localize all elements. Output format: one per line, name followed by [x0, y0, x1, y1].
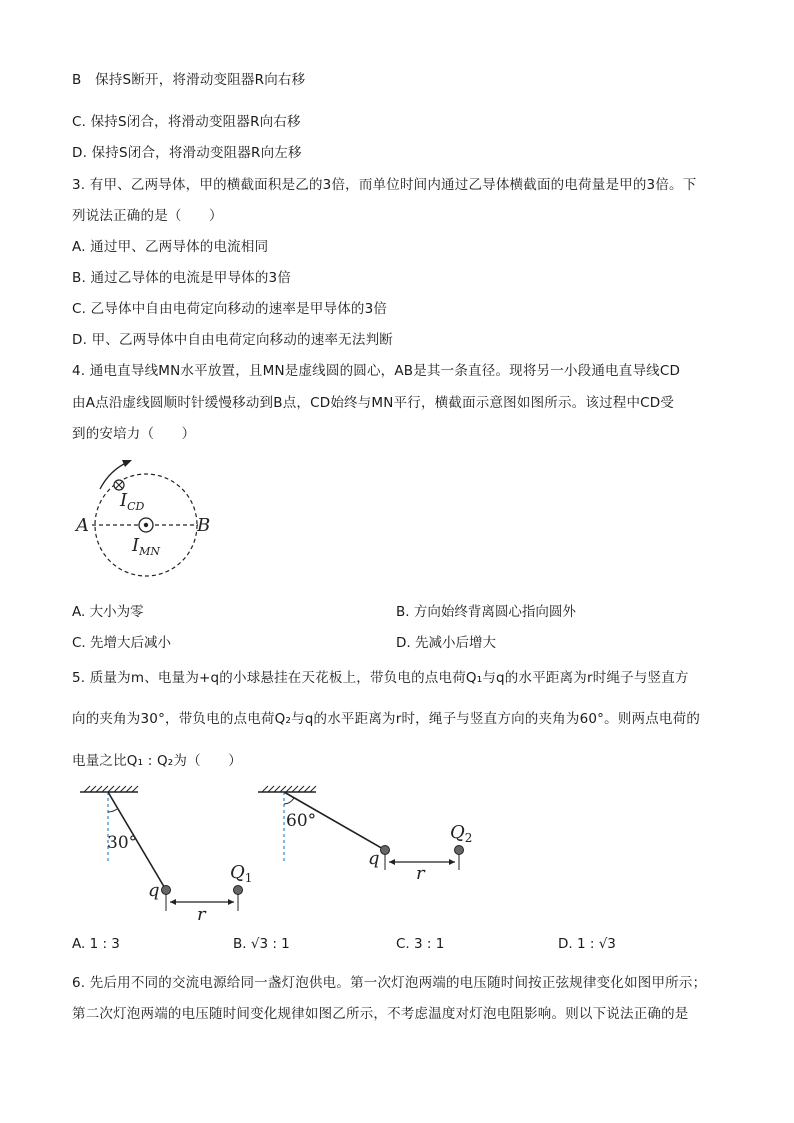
charge-q-ball-left [162, 886, 171, 895]
q5-option-b: B. √3 : 1 [233, 936, 290, 952]
label-q1: $Q_1$ [230, 862, 253, 885]
charge-q2-ball [455, 846, 464, 855]
label-q-right: q [368, 848, 380, 869]
q3-stem-line2: 列说法正确的是（ ） [72, 208, 223, 224]
q4-figure [70, 452, 220, 587]
wire-cd-into-page-icon [114, 480, 124, 490]
q2-option-b: B 保持S断开，将滑动变阻器R向右移 [72, 72, 306, 88]
angle-60-label: 60° [286, 811, 317, 831]
q4-option-c: C. 先增大后减小 [72, 635, 172, 651]
q3-option-b: B. 通过乙导体的电流是甲导体的3倍 [72, 270, 292, 286]
q5-option-c: C. 3 : 1 [396, 936, 445, 952]
arrow-head-icon [449, 859, 455, 865]
q5-option-d: D. 1 : √3 [558, 936, 616, 952]
q6-stem-line1: 6. 先后用不同的交流电源给同一盏灯泡供电。第一次灯泡两端的电压随时间按正弦规律变化如图甲所示； [72, 975, 707, 991]
arrow-head-icon [228, 899, 234, 905]
label-q2: $Q_2$ [450, 822, 473, 845]
q3-option-c: C. 乙导体中自由电荷定向移动的速率是甲导体的3倍 [72, 301, 388, 317]
label-imn: $I_{MN}$ [132, 535, 161, 558]
label-r-right: r [416, 863, 425, 884]
q3-option-d: D. 甲、乙两导体中自由电荷定向移动的速率无法判断 [72, 332, 393, 348]
q5-stem-line3: 电量之比Q₁ : Q₂为（ ） [72, 753, 242, 769]
label-a: A [76, 515, 89, 536]
label-b: B [197, 515, 211, 536]
label-q-left: q [148, 880, 160, 901]
q4-stem-line2: 由A点沿虚线圆顺时针缓慢移动到B点，CD始终与MN平行，横截面示意图如图所示。该过程中CD受 [72, 395, 675, 411]
q3-stem-line1: 3. 有甲、乙两导体，甲的横截面积是乙的3倍，而单位时间内通过乙导体横截面的电荷量是甲的3倍。下 [72, 177, 697, 193]
label-r-left: r [197, 904, 206, 923]
angle-30-label: 30° [107, 833, 138, 853]
q5-stem-line2: 向的夹角为30°，带负电的点电荷Q₂与q的水平距离为r时，绳子与竖直方向的夹角为60°。则两点电荷的 [72, 711, 701, 727]
charge-q-ball-right [381, 846, 390, 855]
charge-q1-ball [234, 886, 243, 895]
label-icd: $I_{CD}$ [120, 490, 145, 513]
q2-option-d: D. 保持S闭合，将滑动变阻器R向左移 [72, 145, 302, 161]
wire-mn-out-of-page-icon [139, 518, 153, 532]
q5-figure [70, 778, 490, 923]
arrow-head-icon [122, 460, 132, 467]
q5-option-a: A. 1 : 3 [72, 936, 120, 952]
angle-arc-left [108, 809, 117, 812]
arrow-head-icon [170, 899, 176, 905]
q4-stem-line1: 4. 通电直导线MN水平放置，且MN是虚线圆的圆心，AB是其一条直径。现将另一小段通电直导线CD [72, 363, 681, 379]
ceiling-left [80, 786, 138, 792]
ceiling-right [258, 786, 316, 792]
q4-option-d: D. 先减小后增大 [396, 635, 496, 651]
q4-option-b: B. 方向始终背离圆心指向圆外 [396, 604, 576, 620]
angle-arc-right [284, 798, 294, 804]
q6-stem-line2: 第二次灯泡两端的电压随时间变化规律如图乙所示，不考虑温度对灯泡电阻影响。则以下说法正确的是 [72, 1006, 689, 1022]
q5-stem-line1: 5. 质量为m、电量为+q的小球悬挂在天花板上，带负电的点电荷Q₁与q的水平距离为r时绳子与竖直方 [72, 670, 689, 686]
q3-option-a: A. 通过甲、乙两导体的电流相同 [72, 239, 269, 255]
q2-option-c: C. 保持S闭合，将滑动变阻器R向右移 [72, 114, 301, 130]
q4-option-a: A. 大小为零 [72, 604, 144, 620]
q4-stem-line3: 到的安培力（ ） [72, 426, 196, 442]
arrow-head-icon [389, 859, 395, 865]
